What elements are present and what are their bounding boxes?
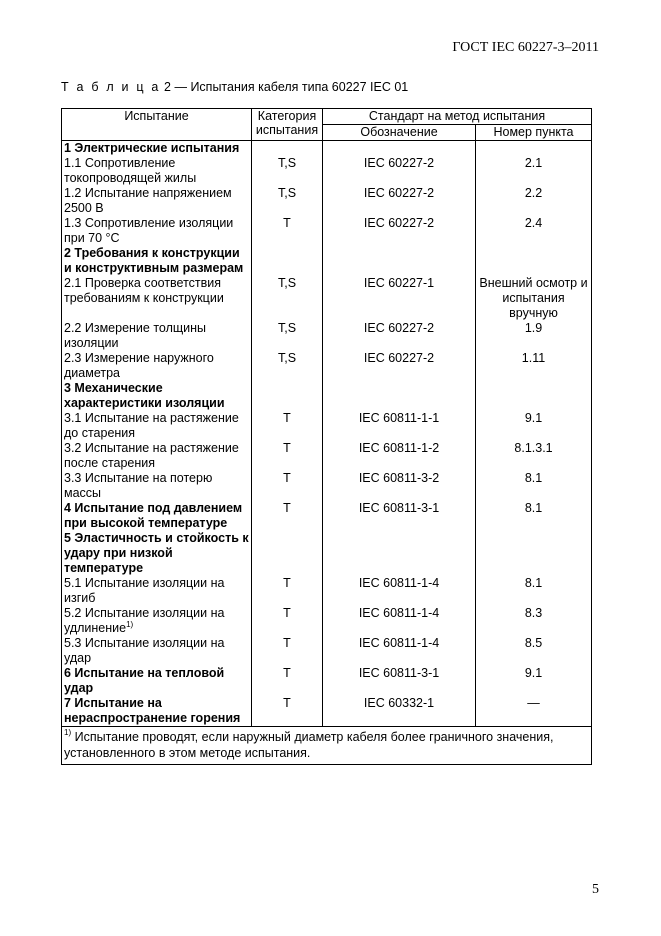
table-row (62, 156, 592, 186)
col-category-header: Категория испытания (252, 109, 323, 141)
category-cell: T (252, 441, 323, 471)
footnote-mark: 1) (64, 728, 72, 737)
footnote-ref: 1) (126, 620, 134, 629)
test-name: 3.3 Испытание на потерю массы (64, 471, 213, 500)
category-cell: T,S (252, 276, 323, 321)
test-name-cell (62, 246, 252, 276)
table-row (62, 471, 592, 501)
table-row (62, 321, 592, 351)
col-test-header: Испытание (62, 109, 252, 141)
test-name: 3.1 Испытание на растяжение до старения (64, 411, 239, 440)
designation-cell: IEC 60811-1-4 (323, 606, 476, 636)
clause-cell: 8.1 (476, 576, 592, 606)
designation-cell: IEC 60811-1-4 (323, 636, 476, 666)
category-cell: T,S (252, 321, 323, 351)
table-row (62, 381, 592, 411)
table-row (62, 141, 592, 157)
clause-cell: Внешний осмотр и испытания вручную (476, 276, 592, 321)
test-name: 4 Испытание под давлением при высокой температуре (64, 501, 243, 530)
clause-cell: 2.1 (476, 156, 592, 186)
footnote-text: Испытание проводят, если наружный диаметр кабеля более граничного значения, установленного в этом методе испытания. (64, 730, 554, 760)
table-row (62, 576, 592, 606)
test-name-cell (62, 531, 252, 576)
designation-cell: IEC 60227-2 (323, 351, 476, 381)
category-cell (252, 381, 323, 411)
test-name: 5.1 Испытание изоляции на изгиб (64, 576, 225, 605)
tests-table (61, 108, 592, 765)
test-name-cell (62, 156, 252, 186)
category-cell (252, 246, 323, 276)
category-cell (252, 531, 323, 576)
test-name: 5.2 Испытание изоляции на удлинение (64, 606, 225, 635)
table-row (62, 636, 592, 666)
test-name-cell (62, 186, 252, 216)
test-name: 5.3 Испытание изоляции на удар (64, 636, 225, 665)
designation-cell: IEC 60811-3-1 (323, 666, 476, 696)
test-name-cell (62, 321, 252, 351)
designation-cell (323, 141, 476, 157)
test-name-cell (62, 606, 252, 636)
designation-cell: IEC 60811-1-2 (323, 441, 476, 471)
caption-text: 2 — Испытания кабеля типа 60227 IEC 01 (160, 80, 409, 94)
clause-cell (476, 141, 592, 157)
table-row (62, 441, 592, 471)
clause-cell: 8.3 (476, 606, 592, 636)
test-name: 6 Испытание на тепловой удар (64, 666, 225, 695)
table-row (62, 276, 592, 321)
table-row (62, 666, 592, 696)
clause-cell: 9.1 (476, 411, 592, 441)
table-row (62, 246, 592, 276)
designation-cell: IEC 60227-2 (323, 216, 476, 246)
clause-cell: 9.1 (476, 666, 592, 696)
clause-cell: 8.5 (476, 636, 592, 666)
table-row (62, 351, 592, 381)
category-cell: T (252, 636, 323, 666)
table-row (62, 411, 592, 441)
category-cell: T (252, 471, 323, 501)
running-header: ГОСТ IEC 60227-3–2011 (452, 40, 599, 55)
test-name-cell (62, 636, 252, 666)
test-name-cell (62, 141, 252, 157)
clause-cell (476, 246, 592, 276)
clause-cell: 8.1 (476, 501, 592, 531)
category-cell: T (252, 606, 323, 636)
designation-cell: IEC 60811-1-1 (323, 411, 476, 441)
test-name: 2.1 Проверка соответствия требованиям к конструкции (64, 276, 224, 305)
test-name-cell (62, 411, 252, 441)
test-name-cell (62, 351, 252, 381)
table-row (62, 696, 592, 727)
clause-cell (476, 531, 592, 576)
clause-cell: 1.9 (476, 321, 592, 351)
clause-cell: 8.1 (476, 471, 592, 501)
test-name-cell (62, 381, 252, 411)
table-row (62, 501, 592, 531)
designation-cell (323, 531, 476, 576)
category-cell: T,S (252, 156, 323, 186)
category-cell: T (252, 501, 323, 531)
designation-cell: IEC 60227-2 (323, 186, 476, 216)
designation-cell: IEC 60227-1 (323, 276, 476, 321)
designation-cell (323, 246, 476, 276)
table-caption (61, 80, 408, 94)
designation-cell: IEC 60332-1 (323, 696, 476, 727)
table-header-row (62, 109, 592, 125)
test-name-cell (62, 666, 252, 696)
test-name-cell (62, 501, 252, 531)
test-name-cell (62, 576, 252, 606)
designation-cell: IEC 60227-2 (323, 156, 476, 186)
clause-cell: 2.2 (476, 186, 592, 216)
category-cell: T (252, 696, 323, 727)
test-name: 3.2 Испытание на растяжение после старения (64, 441, 239, 470)
page-number: 5 (592, 882, 599, 897)
footnote-row (62, 727, 592, 765)
test-name: 2.2 Измерение толщины изоляции (64, 321, 207, 350)
clause-cell: — (476, 696, 592, 727)
test-name-cell (62, 471, 252, 501)
category-cell: T,S (252, 351, 323, 381)
category-cell: T (252, 411, 323, 441)
test-name: 1 Электрические испытания (64, 141, 240, 155)
category-cell: T (252, 666, 323, 696)
clause-cell: 2.4 (476, 216, 592, 246)
designation-cell: IEC 60811-3-1 (323, 501, 476, 531)
table-row (62, 186, 592, 216)
col-standard-group-header: Стандарт на метод испытания (323, 109, 592, 125)
col-designation-header: Обозначение (323, 125, 476, 141)
clause-cell: 1.11 (476, 351, 592, 381)
table-body (62, 141, 592, 727)
designation-cell: IEC 60811-1-4 (323, 576, 476, 606)
test-name: 2 Требования к конструкции и конструктивным размерам (64, 246, 244, 275)
table-row (62, 216, 592, 246)
clause-cell: 8.1.3.1 (476, 441, 592, 471)
category-cell: T (252, 576, 323, 606)
designation-cell (323, 381, 476, 411)
table-row (62, 531, 592, 576)
col-clause-header: Номер пункта (476, 125, 592, 141)
category-cell (252, 141, 323, 157)
test-name-cell (62, 696, 252, 727)
category-cell: T (252, 216, 323, 246)
test-name: 7 Испытание на нераспространение горения (64, 696, 241, 725)
test-name: 3 Механические характеристики изоляции (64, 381, 225, 410)
test-name: 1.2 Испытание напряжением 2500 В (64, 186, 232, 215)
footnote (62, 727, 592, 765)
test-name: 5 Эластичность и стойкость к удару при низкой температуре (64, 531, 249, 575)
test-name-cell (62, 276, 252, 321)
clause-cell (476, 381, 592, 411)
category-cell: T,S (252, 186, 323, 216)
test-name-cell (62, 216, 252, 246)
table-row (62, 606, 592, 636)
designation-cell: IEC 60811-3-2 (323, 471, 476, 501)
test-name: 2.3 Измерение наружного диаметра (64, 351, 214, 380)
designation-cell: IEC 60227-2 (323, 321, 476, 351)
test-name-cell (62, 441, 252, 471)
test-name: 1.3 Сопротивление изоляции при 70 °C (64, 216, 234, 245)
test-name: 1.1 Сопротивление токопроводящей жилы (64, 156, 197, 185)
caption-prefix: Т а б л и ц а (61, 80, 161, 94)
